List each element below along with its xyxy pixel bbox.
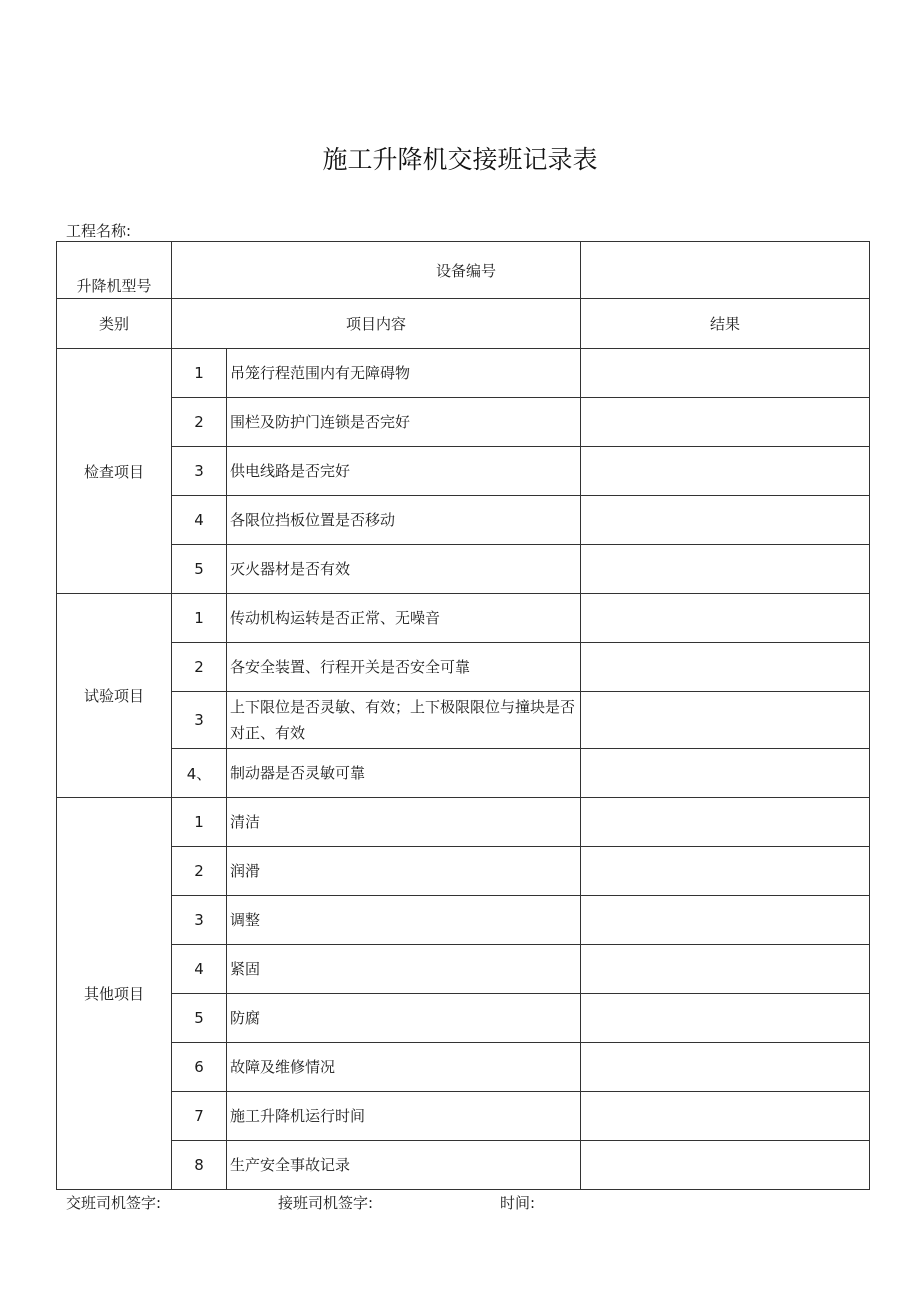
category-header: 类别: [57, 299, 172, 349]
item-content: 供电线路是否完好: [227, 447, 581, 496]
model-label: 升降机型号: [76, 277, 152, 295]
item-number: 4: [172, 945, 227, 994]
item-content: 传动机构运转是否正常、无噪音: [227, 594, 581, 643]
table-row: [57, 798, 870, 847]
model-label-cell: [57, 242, 172, 299]
table-row: [57, 1092, 870, 1141]
table-row: [57, 447, 870, 496]
item-number: 7: [172, 1092, 227, 1141]
item-content: 围栏及防护门连锁是否完好: [227, 398, 581, 447]
result-cell[interactable]: [581, 994, 870, 1043]
item-content: 施工升降机运行时间: [227, 1092, 581, 1141]
result-cell[interactable]: [581, 896, 870, 945]
table-row: [57, 398, 870, 447]
item-number: 5: [172, 545, 227, 594]
category-cell-other: 其他项目: [57, 798, 172, 1190]
item-number: 2: [172, 847, 227, 896]
item-number: 4: [172, 496, 227, 545]
header-row-columns: [57, 299, 870, 349]
table-row: [57, 896, 870, 945]
result-cell[interactable]: [581, 545, 870, 594]
item-content: 各安全装置、行程开关是否安全可靠: [227, 643, 581, 692]
item-content: 灭火器材是否有效: [227, 545, 581, 594]
result-cell[interactable]: [581, 1092, 870, 1141]
device-no-value-cell[interactable]: [581, 242, 870, 299]
table-row: [57, 1043, 870, 1092]
header-row-model: [57, 242, 870, 299]
table-row: [57, 749, 870, 798]
result-cell[interactable]: [581, 945, 870, 994]
item-content: 各限位挡板位置是否移动: [227, 496, 581, 545]
device-no-label-cell: [172, 242, 581, 299]
result-cell[interactable]: [581, 847, 870, 896]
item-number: 2: [172, 398, 227, 447]
item-number: 6: [172, 1043, 227, 1092]
item-content: 上下限位是否灵敏、有效；上下极限限位与撞块是否对正、有效: [227, 692, 581, 749]
item-content: 故障及维修情况: [227, 1043, 581, 1092]
item-content: 清洁: [227, 798, 581, 847]
result-cell[interactable]: [581, 1141, 870, 1190]
table-row: [57, 994, 870, 1043]
item-content: 防腐: [227, 994, 581, 1043]
table-row: [57, 545, 870, 594]
handover-record-table: [56, 241, 870, 1190]
result-cell[interactable]: [581, 447, 870, 496]
result-cell[interactable]: [581, 749, 870, 798]
result-cell[interactable]: [581, 398, 870, 447]
result-cell[interactable]: [581, 496, 870, 545]
table-row: [57, 643, 870, 692]
item-number: 3: [172, 692, 227, 749]
page-title: 施工升降机交接班记录表: [322, 145, 598, 174]
category-cell-inspection: 检查项目: [57, 349, 172, 594]
table-row: [57, 692, 870, 749]
item-number: 3: [172, 896, 227, 945]
table-row: [57, 847, 870, 896]
item-number: 8: [172, 1141, 227, 1190]
item-content: 润滑: [227, 847, 581, 896]
result-cell[interactable]: [581, 349, 870, 398]
item-number: 5: [172, 994, 227, 1043]
item-number: 1: [172, 798, 227, 847]
result-cell[interactable]: [581, 1043, 870, 1092]
result-cell[interactable]: [581, 594, 870, 643]
result-cell[interactable]: [581, 798, 870, 847]
result-cell[interactable]: [581, 692, 870, 749]
result-header: 结果: [581, 299, 870, 349]
handover-driver-signature-label: 交班司机签字:: [66, 1194, 162, 1212]
table-row: [57, 496, 870, 545]
item-number: 3: [172, 447, 227, 496]
takeover-driver-signature-label: 接班司机签字:: [278, 1194, 374, 1212]
device-no-label: 设备编号: [436, 262, 497, 280]
category-cell-test: 试验项目: [57, 594, 172, 798]
time-label: 时间:: [500, 1194, 536, 1212]
item-content: 调整: [227, 896, 581, 945]
item-content: 生产安全事故记录: [227, 1141, 581, 1190]
table-row: [57, 349, 870, 398]
item-number: 4、: [172, 749, 227, 798]
content-header: 项目内容: [172, 299, 581, 349]
item-number: 2: [172, 643, 227, 692]
table-row: [57, 594, 870, 643]
table-row: [57, 945, 870, 994]
item-number: 1: [172, 349, 227, 398]
result-cell[interactable]: [581, 643, 870, 692]
item-content: 紧固: [227, 945, 581, 994]
item-content: 吊笼行程范围内有无障碍物: [227, 349, 581, 398]
table-row: [57, 1141, 870, 1190]
item-content: 制动器是否灵敏可靠: [227, 749, 581, 798]
item-number: 1: [172, 594, 227, 643]
project-name-label: 工程名称:: [66, 222, 132, 240]
